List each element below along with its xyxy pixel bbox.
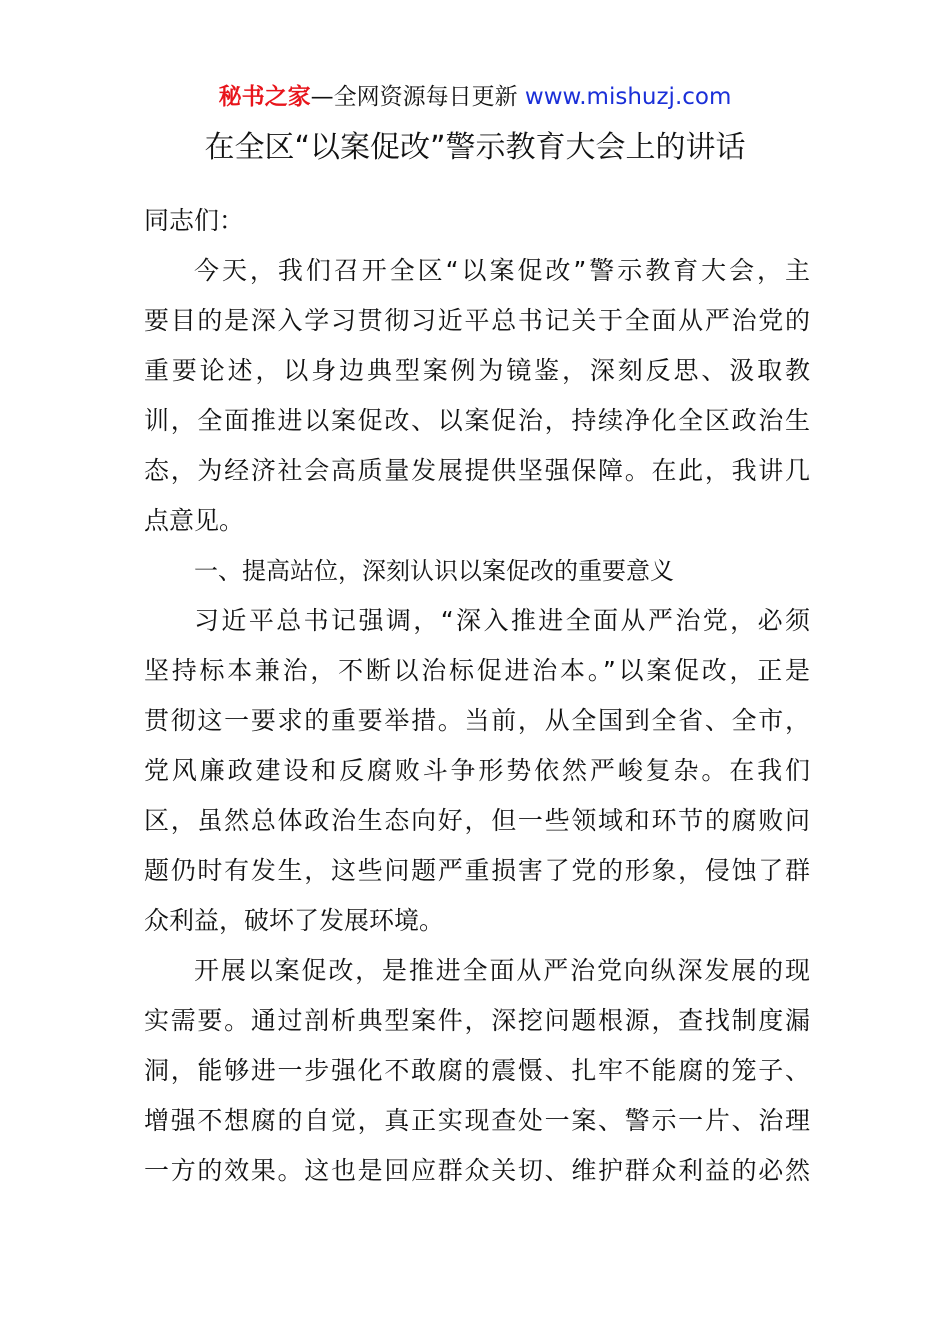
section-heading: 一、提高站位，深刻认识以案促改的重要意义 <box>194 557 674 585</box>
text-line: 贯彻这一要求的重要举措。当前，从全国到全省、全市， <box>144 706 810 735</box>
text-line: 点意见。 <box>144 506 245 535</box>
paragraph-lines <box>144 246 810 1196</box>
text-line: 一方的效果。这也是回应群众关切、维护群众利益的必然 <box>144 1156 810 1185</box>
site-banner <box>0 82 950 112</box>
text-line: 区，虽然总体政治生态向好，但一些领域和环节的腐败问 <box>144 806 810 835</box>
salutation: 同志们： <box>144 206 245 235</box>
text-line: 开展以案促改，是推进全面从严治党向纵深发展的现 <box>194 956 810 985</box>
text-line: 增强不想腐的自觉，真正实现查处一案、警示一片、治理 <box>144 1106 810 1135</box>
text-line: 习近平总书记强调，“深入推进全面从严治党，必须 <box>194 606 810 635</box>
text-line: 要目的是深入学习贯彻习近平总书记关于全面从严治党的 <box>144 306 810 335</box>
text-line: 题仍时有发生，这些问题严重损害了党的形象，侵蚀了群 <box>144 856 810 885</box>
text-line: 党风廉政建设和反腐败斗争形势依然严峻复杂。在我们 <box>144 756 810 785</box>
document-title: 在全区“以案促改”警示教育大会上的讲话 <box>204 130 746 165</box>
text-line: 实需要。通过剖析典型案件，深挖问题根源，查找制度漏 <box>144 1006 810 1035</box>
brand-name: 秘书之家 <box>218 84 311 110</box>
text-line: 重要论述，以身边典型案例为镜鉴，深刻反思、汲取教 <box>144 356 810 385</box>
banner-tagline: —全网资源每日更新 <box>310 84 525 110</box>
text-line: 训，全面推进以案促改、以案促治，持续净化全区政治生 <box>144 406 810 435</box>
text-line: 今天，我们召开全区“以案促改”警示教育大会，主 <box>194 256 810 285</box>
text-line: 众利益，破坏了发展环境。 <box>144 906 445 935</box>
text-line: 态，为经济社会高质量发展提供坚强保障。在此，我讲几 <box>144 456 810 485</box>
text-line: 洞，能够进一步强化不敢腐的震慑、扎牢不能腐的笼子、 <box>144 1056 810 1085</box>
document-body <box>144 196 810 1196</box>
text-line: 坚持标本兼治，不断以治标促进治本。”以案促改，正是 <box>144 656 810 685</box>
site-url[interactable]: www.mishuzj.com <box>524 84 732 110</box>
